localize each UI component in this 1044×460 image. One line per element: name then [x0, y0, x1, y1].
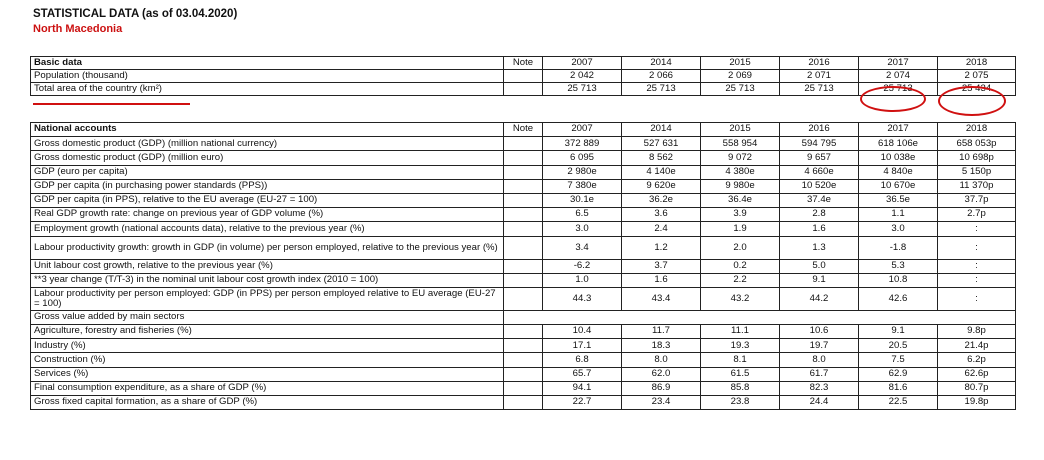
value-cell: 1.9 [701, 222, 780, 236]
value-cell: 81.6 [859, 381, 938, 395]
value-cell: 19.7 [780, 339, 859, 353]
national-accounts-table [30, 122, 1016, 410]
value-cell: -1.8 [859, 236, 938, 259]
table-row [31, 193, 1016, 207]
value-cell: 18.3 [622, 339, 701, 353]
value-cell: 10 670e [859, 179, 938, 193]
value-cell: 2.4 [622, 222, 701, 236]
table-row [31, 367, 1016, 381]
value-cell: 23.8 [701, 396, 780, 410]
col-header-2018: 2018 [938, 57, 1016, 70]
value-cell: 5.0 [780, 259, 859, 273]
value-cell: 2.8 [780, 208, 859, 222]
value-cell: 1.6 [780, 222, 859, 236]
value-cell: 0.2 [701, 259, 780, 273]
value-cell [622, 310, 701, 324]
value-cell: 9 072 [701, 151, 780, 165]
value-cell: 80.7p [938, 381, 1016, 395]
row-label: Employment growth (national accounts data), relative to the previous year (%) [31, 222, 504, 236]
value-cell: 11.7 [622, 325, 701, 339]
value-cell: 7 380e [543, 179, 622, 193]
value-cell: 2 066 [622, 70, 701, 83]
table-row [31, 273, 1016, 287]
table-row [31, 353, 1016, 367]
value-cell: 1.3 [780, 236, 859, 259]
value-cell [543, 310, 622, 324]
value-cell: 23.4 [622, 396, 701, 410]
value-cell: 4 840e [859, 165, 938, 179]
value-cell: 8 562 [622, 151, 701, 165]
table-row [31, 339, 1016, 353]
row-label: Total area of the country (km²) [31, 83, 504, 96]
value-cell: 61.7 [780, 367, 859, 381]
value-cell: 21.4p [938, 339, 1016, 353]
note-cell [504, 83, 543, 96]
value-cell: 20.5 [859, 339, 938, 353]
value-cell: 3.0 [859, 222, 938, 236]
red-circle-annotation-2018 [938, 86, 1006, 116]
table-row [31, 151, 1016, 165]
note-cell [504, 353, 543, 367]
basic-header-row [31, 57, 1016, 70]
value-cell: 43.4 [622, 287, 701, 310]
value-cell: 9.8p [938, 325, 1016, 339]
value-cell: 42.6 [859, 287, 938, 310]
value-cell: 65.7 [543, 367, 622, 381]
value-cell: 17.1 [543, 339, 622, 353]
row-label: Population (thousand) [31, 70, 504, 83]
value-cell: 36.2e [622, 193, 701, 207]
row-label: GDP per capita (in purchasing power standards (PPS)) [31, 179, 504, 193]
col-header-2014: 2014 [622, 57, 701, 70]
row-label: Industry (%) [31, 339, 504, 353]
value-cell: 618 106e [859, 137, 938, 151]
note-cell [504, 367, 543, 381]
value-cell: 1.0 [543, 273, 622, 287]
value-cell: 2 074 [859, 70, 938, 83]
value-cell: 4 140e [622, 165, 701, 179]
table-row [31, 179, 1016, 193]
value-cell: 11.1 [701, 325, 780, 339]
table-row [31, 70, 1016, 83]
red-circle-annotation-2017 [860, 86, 926, 112]
note-cell [504, 325, 543, 339]
value-cell: 19.8p [938, 396, 1016, 410]
value-cell: 1.6 [622, 273, 701, 287]
value-cell: 25 713 [859, 83, 938, 96]
note-cell [504, 273, 543, 287]
value-cell: 36.4e [701, 193, 780, 207]
value-cell: 2 042 [543, 70, 622, 83]
col-header-2016: 2016 [780, 123, 859, 137]
col-header-2007: 2007 [543, 57, 622, 70]
row-label: GDP (euro per capita) [31, 165, 504, 179]
value-cell: 2.2 [701, 273, 780, 287]
value-cell: 9 657 [780, 151, 859, 165]
value-cell: 5 150p [938, 165, 1016, 179]
page-title: STATISTICAL DATA (as of 03.04.2020) [33, 8, 238, 20]
value-cell: 3.0 [543, 222, 622, 236]
value-cell: 43.2 [701, 287, 780, 310]
value-cell: 25 434 [938, 83, 1016, 96]
value-cell [701, 310, 780, 324]
col-header-2017: 2017 [859, 123, 938, 137]
table-row [31, 259, 1016, 273]
col-header-2007: 2007 [543, 123, 622, 137]
value-cell [938, 310, 1016, 324]
row-label: Real GDP growth rate: change on previous year of GDP volume (%) [31, 208, 504, 222]
row-label: Gross domestic product (GDP) (million euro) [31, 151, 504, 165]
value-cell: 61.5 [701, 367, 780, 381]
value-cell: 9 620e [622, 179, 701, 193]
note-cell [504, 165, 543, 179]
value-cell: 62.6p [938, 367, 1016, 381]
value-cell: 82.3 [780, 381, 859, 395]
value-cell: 44.2 [780, 287, 859, 310]
value-cell: 22.7 [543, 396, 622, 410]
value-cell: 3.9 [701, 208, 780, 222]
value-cell: 10.4 [543, 325, 622, 339]
value-cell: 25 713 [780, 83, 859, 96]
table-row [31, 396, 1016, 410]
table-row [31, 310, 1016, 324]
value-cell: 25 713 [622, 83, 701, 96]
national-accounts-heading: National accounts [31, 123, 504, 137]
value-cell: 25 713 [543, 83, 622, 96]
value-cell: 6.8 [543, 353, 622, 367]
table-row [31, 208, 1016, 222]
value-cell [859, 310, 938, 324]
value-cell: : [938, 236, 1016, 259]
row-label: Construction (%) [31, 353, 504, 367]
col-header-2016: 2016 [780, 57, 859, 70]
value-cell: 30.1e [543, 193, 622, 207]
value-cell: 8.0 [622, 353, 701, 367]
row-label: Labour productivity growth: growth in GDP (in volume) per person employed, relative to the previous year (%) [31, 236, 504, 259]
value-cell: 1.1 [859, 208, 938, 222]
value-cell: 10 520e [780, 179, 859, 193]
value-cell: 2 069 [701, 70, 780, 83]
note-cell [504, 396, 543, 410]
value-cell: 10.8 [859, 273, 938, 287]
value-cell: 9.1 [780, 273, 859, 287]
value-cell: 594 795 [780, 137, 859, 151]
note-cell [504, 70, 543, 83]
value-cell: 11 370p [938, 179, 1016, 193]
col-header-2014: 2014 [622, 123, 701, 137]
note-cell [504, 222, 543, 236]
red-underline-annotation [33, 103, 190, 105]
note-cell [504, 287, 543, 310]
row-label: Final consumption expenditure, as a share of GDP (%) [31, 381, 504, 395]
value-cell: 10 038e [859, 151, 938, 165]
value-cell: 22.5 [859, 396, 938, 410]
value-cell: 658 053p [938, 137, 1016, 151]
row-label: Gross value added by main sectors [31, 310, 504, 324]
value-cell: 1.2 [622, 236, 701, 259]
row-label: GDP per capita (in PPS), relative to the EU average (EU-27 = 100) [31, 193, 504, 207]
value-cell: 3.4 [543, 236, 622, 259]
row-label: Unit labour cost growth, relative to the previous year (%) [31, 259, 504, 273]
value-cell: 94.1 [543, 381, 622, 395]
table-row [31, 222, 1016, 236]
col-header-2015: 2015 [701, 57, 780, 70]
value-cell: 8.1 [701, 353, 780, 367]
col-header-2015: 2015 [701, 123, 780, 137]
value-cell: 19.3 [701, 339, 780, 353]
table-row [31, 137, 1016, 151]
col-header-2017: 2017 [859, 57, 938, 70]
note-cell [504, 259, 543, 273]
note-cell [504, 179, 543, 193]
table-row [31, 236, 1016, 259]
row-label: **3 year change (T/T-3) in the nominal unit labour cost growth index (2010 = 100) [31, 273, 504, 287]
value-cell: 3.6 [622, 208, 701, 222]
col-header-note: Note [504, 123, 543, 137]
value-cell: 4 660e [780, 165, 859, 179]
row-label: Agriculture, forestry and fisheries (%) [31, 325, 504, 339]
note-cell [504, 381, 543, 395]
basic-data-heading: Basic data [31, 57, 504, 70]
row-label: Gross domestic product (GDP) (million national currency) [31, 137, 504, 151]
value-cell: 2 980e [543, 165, 622, 179]
value-cell: 7.5 [859, 353, 938, 367]
value-cell: 24.4 [780, 396, 859, 410]
value-cell: 86.9 [622, 381, 701, 395]
table-row [31, 165, 1016, 179]
note-cell [504, 236, 543, 259]
value-cell: 527 631 [622, 137, 701, 151]
note-cell [504, 310, 543, 324]
na-header-row [31, 123, 1016, 137]
value-cell: 8.0 [780, 353, 859, 367]
row-label: Labour productivity per person employed: GDP (in PPS) per person employed relative to EU average (EU-27 = 100) [31, 287, 504, 310]
value-cell: 36.5e [859, 193, 938, 207]
value-cell: 6.5 [543, 208, 622, 222]
col-header-2018: 2018 [938, 123, 1016, 137]
value-cell: 2.0 [701, 236, 780, 259]
value-cell: : [938, 287, 1016, 310]
col-header-note: Note [504, 57, 543, 70]
value-cell [780, 310, 859, 324]
value-cell: 6.2p [938, 353, 1016, 367]
note-cell [504, 208, 543, 222]
value-cell: 372 889 [543, 137, 622, 151]
row-label: Services (%) [31, 367, 504, 381]
value-cell: 85.8 [701, 381, 780, 395]
value-cell: 558 954 [701, 137, 780, 151]
value-cell: 2 071 [780, 70, 859, 83]
value-cell: 10 698p [938, 151, 1016, 165]
value-cell: 9.1 [859, 325, 938, 339]
value-cell: 62.0 [622, 367, 701, 381]
value-cell: : [938, 273, 1016, 287]
value-cell: 37.7p [938, 193, 1016, 207]
note-cell [504, 137, 543, 151]
value-cell: : [938, 259, 1016, 273]
country-name: North Macedonia [33, 23, 123, 35]
value-cell: 6 095 [543, 151, 622, 165]
note-cell [504, 193, 543, 207]
row-label: Gross fixed capital formation, as a share of GDP (%) [31, 396, 504, 410]
table-row [31, 287, 1016, 310]
note-cell [504, 151, 543, 165]
value-cell: 4 380e [701, 165, 780, 179]
value-cell: 2.7p [938, 208, 1016, 222]
value-cell: 62.9 [859, 367, 938, 381]
value-cell: 3.7 [622, 259, 701, 273]
value-cell: 10.6 [780, 325, 859, 339]
value-cell: -6.2 [543, 259, 622, 273]
value-cell: 44.3 [543, 287, 622, 310]
table-row [31, 325, 1016, 339]
note-cell [504, 339, 543, 353]
value-cell: 9 980e [701, 179, 780, 193]
value-cell: 2 075 [938, 70, 1016, 83]
value-cell: 37.4e [780, 193, 859, 207]
table-row [31, 381, 1016, 395]
value-cell: 25 713 [701, 83, 780, 96]
value-cell: 5.3 [859, 259, 938, 273]
value-cell: : [938, 222, 1016, 236]
